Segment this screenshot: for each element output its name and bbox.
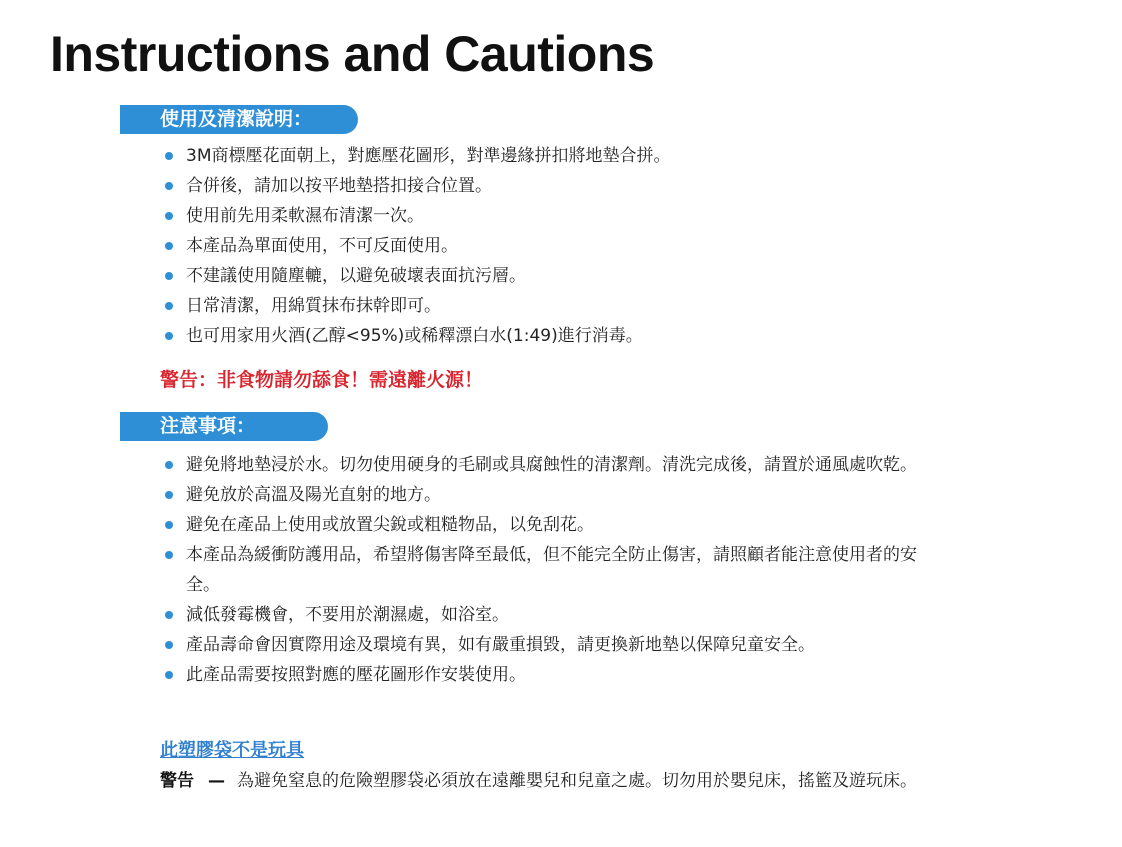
bullet-dot-icon — [165, 152, 173, 160]
list-item-text: 減低發霉機會，不要用於潮濕處，如浴室。 — [186, 605, 509, 625]
bullet-dot-icon — [165, 491, 173, 499]
list-item-text: 日常清潔，用綿質抹布抹幹即可。 — [186, 296, 441, 316]
bullet-dot-icon — [165, 521, 173, 529]
list-item — [160, 540, 950, 600]
list-item-text: 使用前先用柔軟濕布清潔一次。 — [186, 206, 424, 226]
list-item — [160, 480, 950, 510]
cautions-section-header: 注意事項： — [120, 412, 328, 441]
bullet-dot-icon — [165, 332, 173, 340]
plastic-bag-warning-label: 警告 — [160, 771, 194, 791]
list-item-text: 也可用家用火酒(乙醇<95%)或稀釋漂白水(1:49)進行消毒。 — [186, 326, 643, 346]
list-item — [160, 231, 950, 261]
bullet-dot-icon — [165, 182, 173, 190]
list-item-text: 避免在產品上使用或放置尖銳或粗糙物品，以免刮花。 — [186, 515, 594, 535]
list-item — [160, 630, 950, 660]
bullet-dot-icon — [165, 212, 173, 220]
usage-list — [160, 141, 950, 351]
list-item-text: 此產品需要按照對應的壓花圖形作安裝使用。 — [186, 665, 526, 685]
list-item — [160, 600, 950, 630]
list-item-text: 產品壽命會因實際用途及環境有異，如有嚴重損毀，請更換新地墊以保障兒童安全。 — [186, 635, 815, 655]
list-item — [160, 201, 950, 231]
list-item-text: 避免放於高溫及陽光直射的地方。 — [186, 485, 441, 505]
list-item — [160, 261, 950, 291]
list-item-text: 本產品為單面使用，不可反面使用。 — [186, 236, 458, 256]
bullet-dot-icon — [165, 551, 173, 559]
list-item — [160, 291, 950, 321]
plastic-bag-warning-text: 為避免窒息的危險塑膠袋必須放在遠離嬰兒和兒童之處。切勿用於嬰兒床，搖籃及遊玩床。 — [237, 771, 917, 791]
bullet-dot-icon — [165, 641, 173, 649]
plastic-bag-warning — [160, 766, 950, 796]
page-title: Instructions and Cautions — [50, 26, 655, 82]
cautions-list — [160, 450, 950, 690]
usage-section-header: 使用及清潔說明： — [120, 105, 358, 134]
list-item — [160, 321, 950, 351]
food-fire-warning: 警告：非食物請勿舔食！需遠離火源！ — [160, 369, 484, 391]
list-item — [160, 171, 950, 201]
bullet-dot-icon — [165, 242, 173, 250]
bullet-dot-icon — [165, 272, 173, 280]
plastic-bag-notice-heading[interactable]: 此塑膠袋不是玩具 — [160, 740, 304, 761]
bullet-dot-icon — [165, 611, 173, 619]
list-item-text: 不建議使用隨塵轆，以避免破壞表面抗污層。 — [186, 266, 526, 286]
bullet-dot-icon — [165, 461, 173, 469]
list-item-text: 3M商標壓花面朝上，對應壓花圖形，對準邊緣拼扣將地墊合拼。 — [186, 146, 671, 166]
list-item — [160, 450, 950, 480]
list-item — [160, 141, 950, 171]
list-item-text: 本產品為緩衝防護用品，希望將傷害降至最低，但不能完全防止傷害，請照顧者能注意使用者的安全。 — [186, 545, 917, 595]
plastic-bag-warning-dash: — — [208, 771, 225, 791]
list-item — [160, 660, 950, 690]
list-item-text: 避免將地墊浸於水。切勿使用硬身的毛刷或具腐蝕性的清潔劑。清洗完成後，請置於通風處吹乾。 — [186, 455, 917, 475]
list-item-text: 合併後，請加以按平地墊搭扣接合位置。 — [186, 176, 492, 196]
bullet-dot-icon — [165, 302, 173, 310]
bullet-dot-icon — [165, 671, 173, 679]
list-item — [160, 510, 950, 540]
